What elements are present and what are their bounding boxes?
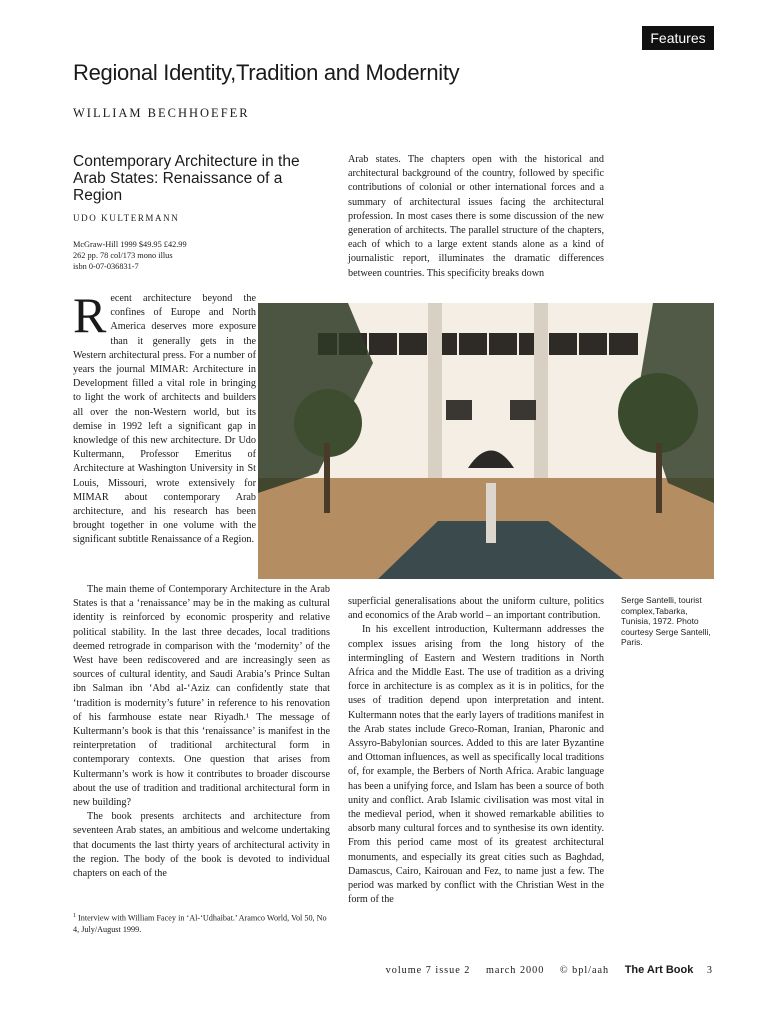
- paragraph: The main theme of Contemporary Architecture in the Arab States is that a ‘renaissance’ may be in the making as cultural identity is reinforced by economic prosperity and relative political stability. In the last three decades, local traditions deemed retrograde in comparison with the ‘modernity’ of the West have been rediscovered and are increasingly seen as sources of cultural identity, and Saudi Arabia’s Prince Sultan ibn Salman ibn ‘Abd al-‘Aziz can confidently state that ‘tradition is modernity’s future’ in reference to his renovation of his farmhouse estate near Riyadh.¹ The message of Kultermann’s book is that this ‘renaissance’ is manifest in the reinterpretation of traditional architectural form in contemporary contexts. One question that arises from Kultermann’s work is how it contributes to broader discourse about the use of tradition and traditional architectural form in new building?: [73, 584, 330, 809]
- body-column-right-bottom: [348, 595, 604, 907]
- article-title: Regional Identity,Tradition and Modernity: [73, 60, 460, 85]
- footer-copyright: © bpl/aah: [559, 965, 610, 976]
- page-footer: [386, 964, 713, 976]
- page-number: 3: [706, 965, 713, 976]
- publication-details: [73, 239, 187, 272]
- book-title: Contemporary Architecture in the Arab States: Renaissance of a Region: [73, 153, 300, 204]
- footer-date: march 2000: [485, 965, 545, 976]
- paragraph: superficial generalisations about the uniform culture, politics and economics of the Arab world – an important contribution.: [348, 596, 604, 622]
- courtyard-illustration: [258, 303, 714, 579]
- paragraph: In his excellent introduction, Kultermann addresses the complex issues arising from the long history of the intermingling of Eastern and Western traditions in North Africa and the Middle East. The use of tradition as a driving force in architecture is as complex as it is in politics, for the uses of tradition depend upon interpretation and intent. Kultermann notes that the early layers of traditions manifest in the Arab states include Greco-Roman, Iranian, Pharonic and Assyro-Babylonian sources. Added to this are later Byzantine and Ottoman influences, as well as specifically local traditions of, for example, the Berbers of North Africa. Arabic language has been a unifying force, and Islam has been a source of both unity and conflict. Arab Islamic civilisation was most vital in the medieval period, when it showed remarkable abilities to absorb many cultural forces and to synthesise its own identity. From this period came most of its greatest architectural monuments, and especially its great cities such as Baghdad, Damascus, Cairo, Kairouan and Fez, to name just a few. The period was marked by conflict with the Christian West in the form of the: [348, 624, 604, 906]
- page-count: 262 pp. 78 col/173 mono illus: [73, 251, 173, 260]
- body-column-left: [73, 583, 330, 881]
- intro-paragraph: ecent architecture beyond the confines of Europe and North America deserves more exposure than it generally gets in the Western architectural press. For a number of years the journal MIMAR: Architecture in Development filled a vital role in bringing to light the work of architects and builders all over the non-Western world, but its demise in 1992 left a significant gap in knowledge of this new architecture. Dr Udo Kultermann, Professor Emeritus of Architecture at Washington University in St Louis, Missouri, wrote extensively for MIMAR about contemporary Arab architecture, and his research has been brought together in one volume with the significant subtitle Renaissance of a Region.: [73, 293, 256, 546]
- journal-logo: The Art Book: [624, 964, 694, 976]
- footnote-number: 1: [73, 913, 76, 919]
- footer-volume: volume 7 issue 2: [385, 965, 471, 976]
- drop-cap: R: [73, 287, 107, 343]
- photo-caption: Serge Santelli, tourist complex,Tabarka, Tunisia, 1972. Photo courtesy Serge Santelli, Paris.: [621, 595, 711, 647]
- isbn: isbn 0-07-036831-7: [73, 262, 139, 271]
- courtyard-photo: [258, 303, 714, 579]
- publisher-price: McGraw-Hill 1999 $49.95 £42.99: [73, 240, 187, 249]
- paragraph: Arab states. The chapters open with the historical and architectural background of the country, followed by specific contributions of colonial or other international forces and a summary of architectural issues facing the architectural profession. In most cases there is some discussion of the new generation of architects. The parallel structure of the chapters, each of which to a large extent stands alone as a kind of journalistic report, illuminates the dramatic differences between countries. This specificity breaks down: [348, 154, 604, 279]
- paragraph: The book presents architects and architecture from seventeen Arab states, an ambitious and welcome undertaking that documents the last thirty years of architectural activity in the region. The body of the book is devoted to individual chapters on each of the: [73, 811, 330, 880]
- footnote: [73, 911, 330, 935]
- book-author: UDO KULTERMANN: [73, 213, 180, 223]
- body-column-right-top: [348, 153, 604, 281]
- article-author: WILLIAM BECHHOEFER: [73, 106, 250, 120]
- footnote-text: Interview with William Facey in ‘Al-‘Udhaibat.’ Aramco World, Vol 50, No 4, July/August 1999.: [73, 913, 327, 934]
- section-badge: Features: [642, 26, 714, 50]
- body-column-intro: [73, 287, 256, 548]
